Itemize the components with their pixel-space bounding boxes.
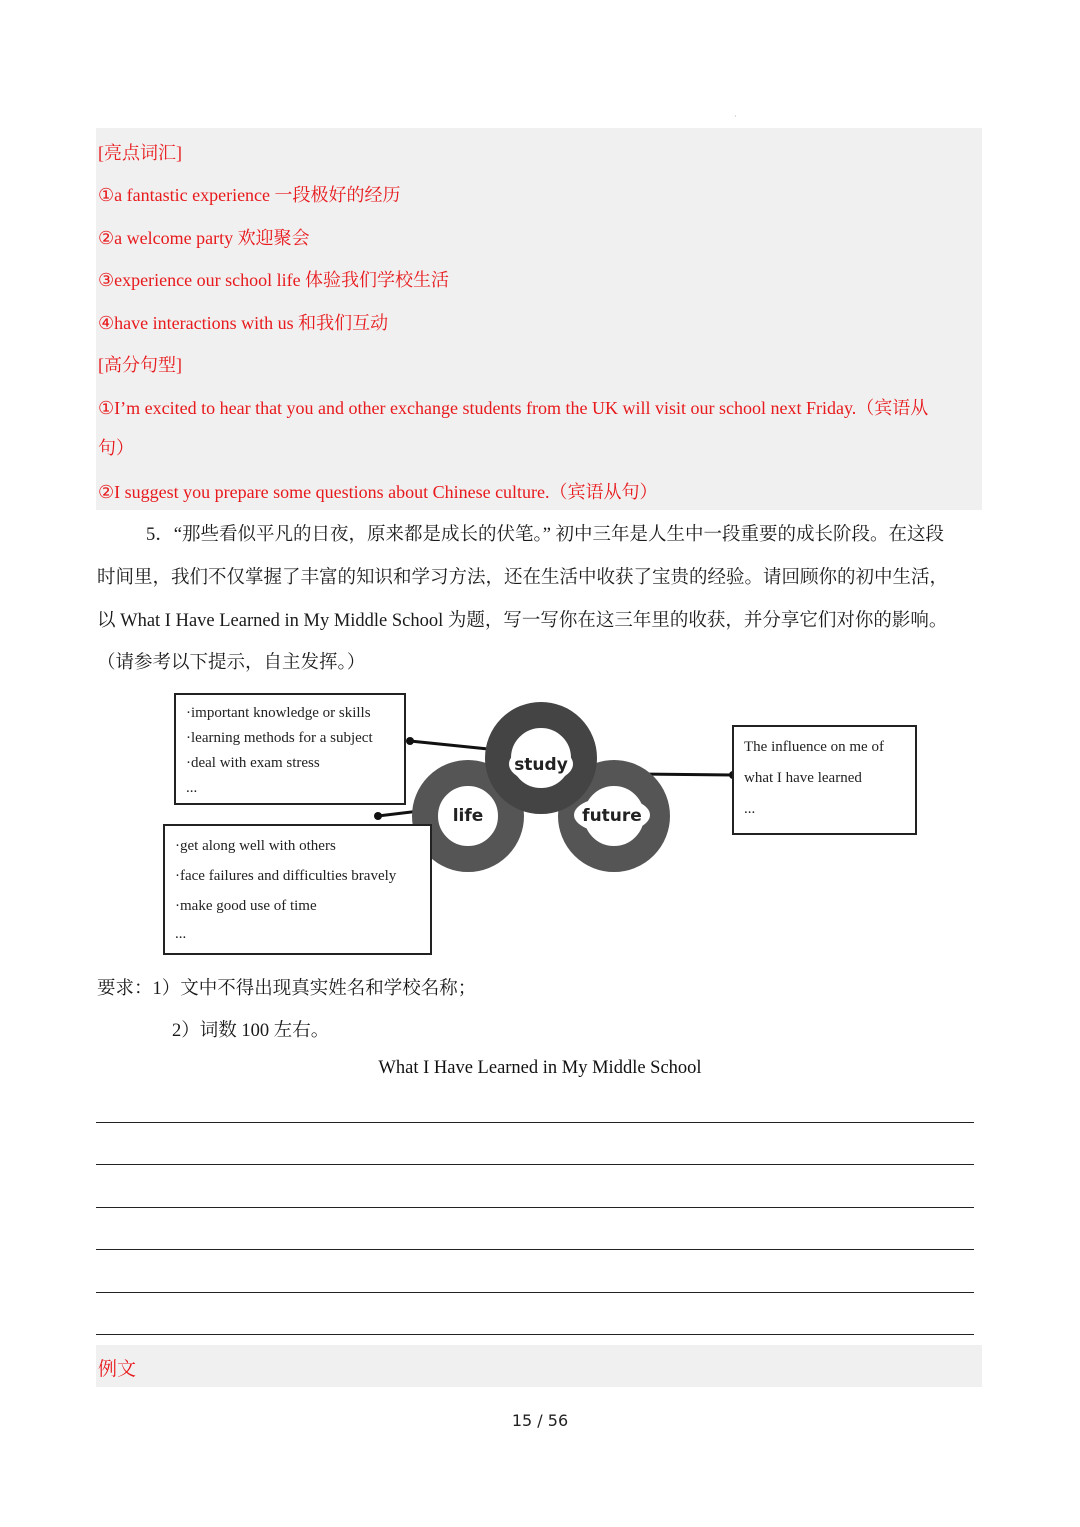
tip-item: ·make good use of time bbox=[175, 898, 317, 914]
connector-dot bbox=[406, 737, 414, 745]
page-number: 15 / 56 bbox=[511, 1411, 569, 1430]
scan-mark: · bbox=[734, 112, 737, 121]
writing-line[interactable] bbox=[96, 1249, 974, 1250]
sentence-heading: [高分句型] bbox=[98, 355, 182, 375]
essay-title: What I Have Learned in My Middle School bbox=[378, 1058, 702, 1078]
connector-line-future bbox=[638, 774, 733, 775]
tip-item: what I have learned bbox=[744, 770, 862, 786]
tip-item: ... bbox=[186, 780, 198, 796]
question-line: 5．“那些看似平凡的日夜，原来都是成长的伏笔。” 初中三年是人生中一段重要的成长阶段。在这段 bbox=[146, 525, 945, 545]
writing-line[interactable] bbox=[96, 1122, 974, 1123]
vocab-item: ④have interactions with us 和我们互动 bbox=[98, 313, 389, 333]
writing-line[interactable] bbox=[96, 1207, 974, 1208]
mind-map-diagram bbox=[160, 688, 930, 958]
tip-item: ... bbox=[744, 801, 756, 817]
writing-line[interactable] bbox=[96, 1164, 974, 1165]
answer-highlight-box bbox=[96, 128, 982, 510]
tip-item: ·face failures and difficulties bravely bbox=[175, 868, 397, 884]
vocab-item: ②a welcome party 欢迎聚会 bbox=[98, 228, 310, 248]
tip-item: ·important knowledge or skills bbox=[186, 705, 371, 721]
future-label: future bbox=[582, 806, 642, 826]
vocab-item: ①a fantastic experience 一段极好的经历 bbox=[98, 185, 401, 205]
tip-item: ·get along well with others bbox=[175, 838, 336, 854]
vocab-item: ③experience our school life 体验我们学校生活 bbox=[98, 270, 450, 290]
sentence-item: ①I’m excited to hear that you and other exchange students from the UK will visit our school next Friday.（宾语从 bbox=[98, 398, 929, 418]
tip-item: ... bbox=[175, 926, 187, 942]
example-header-box bbox=[96, 1345, 982, 1387]
life-label: life bbox=[452, 806, 484, 826]
requirement-2: 2）词数 100 左右。 bbox=[172, 1021, 330, 1041]
connector-line-study bbox=[410, 741, 498, 750]
future-tips-box bbox=[732, 725, 917, 835]
vocab-heading: [亮点词汇] bbox=[98, 143, 182, 163]
question-line: 时间里，我们不仅掌握了丰富的知识和学习方法，还在生活中收获了宝贵的经验。请回顾你的初中生活， bbox=[97, 568, 949, 588]
requirement-1: 要求：1）文中不得出现真实姓名和学校名称； bbox=[97, 979, 477, 999]
tip-item: The influence on me of bbox=[744, 739, 884, 755]
study-tips-box bbox=[174, 693, 406, 805]
example-label: 例文 bbox=[98, 1359, 137, 1380]
tip-item: ·deal with exam stress bbox=[186, 755, 320, 771]
tip-item: ·learning methods for a subject bbox=[186, 730, 373, 746]
study-label: study bbox=[514, 755, 568, 775]
writing-line[interactable] bbox=[96, 1334, 974, 1335]
life-tips-box bbox=[163, 824, 432, 955]
writing-line[interactable] bbox=[96, 1292, 974, 1293]
sentence-item-continued: 句） bbox=[98, 438, 134, 458]
connector-dot bbox=[374, 812, 382, 820]
sentence-item: ②I suggest you prepare some questions about Chinese culture.（宾语从句） bbox=[98, 482, 658, 502]
question-line: 以 What I Have Learned in My Middle School 为题，写一写你在这三年里的收获，并分享它们对你的影响。 bbox=[97, 611, 948, 631]
question-line: （请参考以下提示，自主发挥。） bbox=[97, 653, 366, 673]
